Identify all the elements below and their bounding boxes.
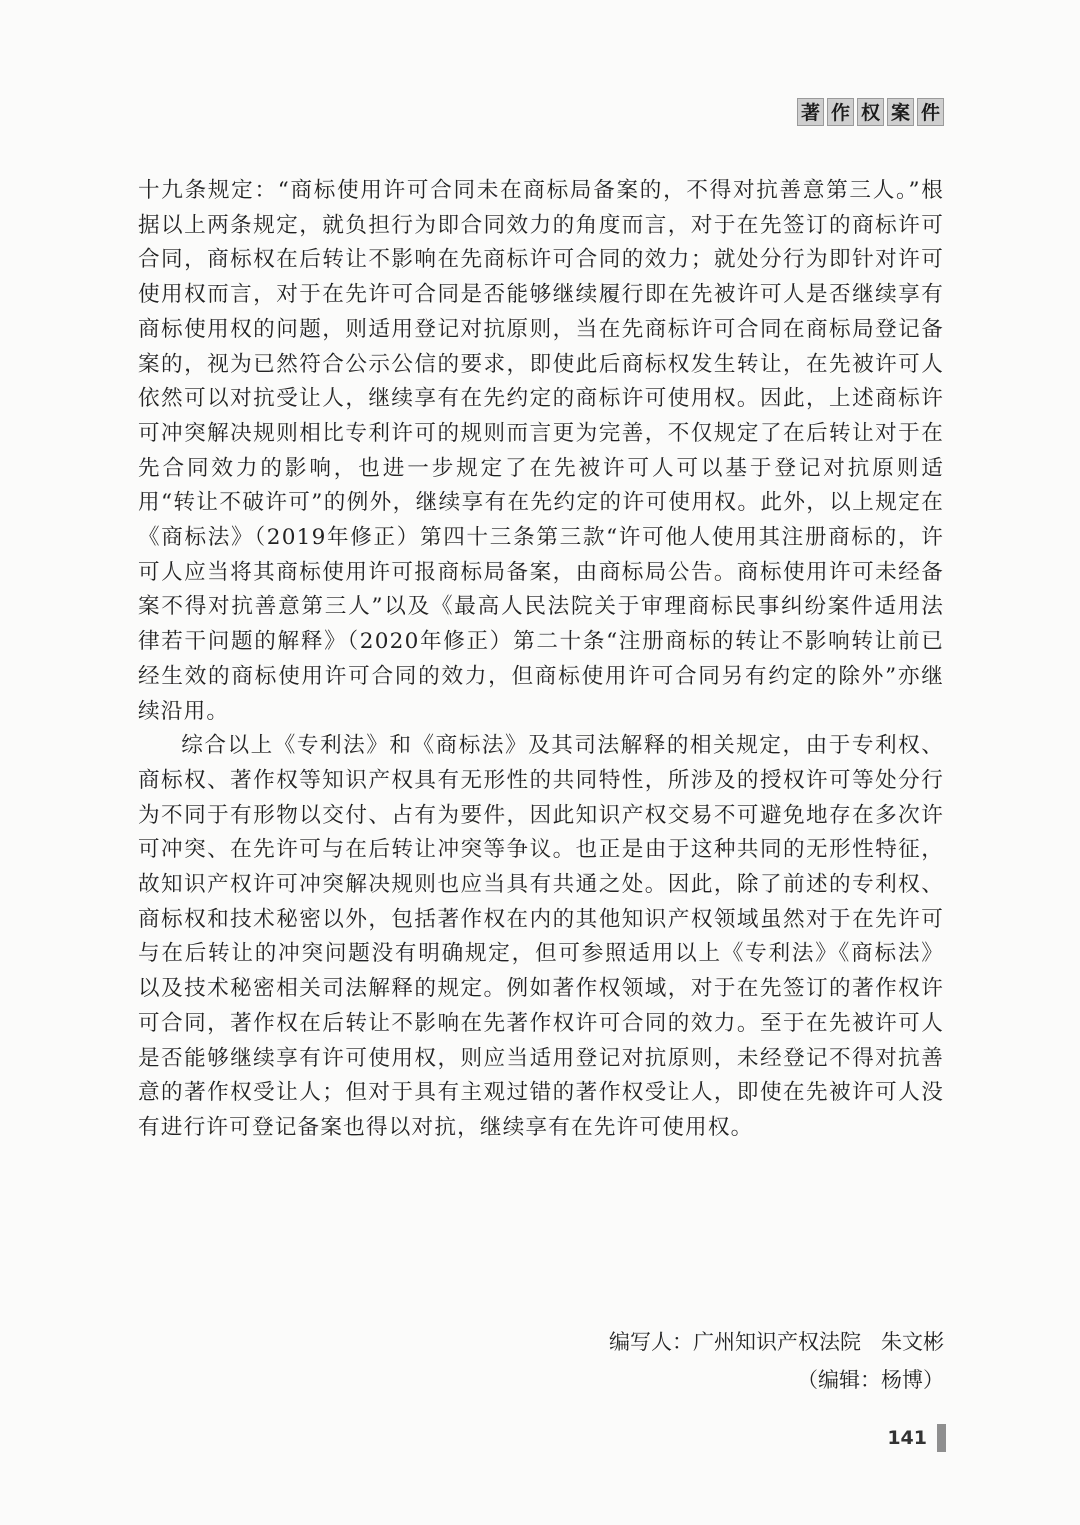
signature-block [609,1323,944,1399]
header-char: 案 [887,98,914,126]
header-char: 件 [917,98,944,126]
header-char: 作 [827,98,854,126]
section-header-tag [797,98,944,126]
page-marker-bar [937,1424,946,1452]
editor-line: （编辑：杨博） [797,1368,944,1392]
header-char: 权 [857,98,884,126]
page-footer [887,1424,946,1452]
header-char: 著 [797,98,824,126]
author-line: 编写人：广州知识产权法院 朱文彬 [608,1330,944,1354]
paragraph: 十九条规定：“商标使用许可合同未在商标局备案的，不得对抗善意第三人。”根据以上两条规定，就负担行为即合同效力的角度而言，对于在先签订的商标许可合同，商标权在后转让不影响在先商标许可合同的效力；就处分行为即针对许可使用权而言，对于在先许可合同是否能够继续履行即在先被许可人是否继续享有商标使用权的问题，则适用登记对抗原则，当在先商标许可合同在商标局登记备案的，视为已然符合公示公信的要求，即使此后商标权发生转让，在先被许可人依然可以对抗受让人，继续享有在先约定的商标许可使用权。因此，上述商标许可冲突解决规则相比专利许可的规则而言更为完善，不仅规定了在后转让对于在先合同效力的影响，也进一步规定了在先被许可人可以基于登记对抗原则适用“转让不破许可”的例外，继续享有在先约定的许可使用权。此外，以上规定在《商标法》（2019年修正）第四十三条第三款“许可他人使用其注册商标的，许可人应当将其商标使用许可报商标局备案，由商标局公告。商标使用许可未经备案不得对抗善意第三人”以及《最高人民法院关于审理商标民事纠纷案件适用法律若干问题的解释》（2020年修正）第二十条“注册商标的转让不影响转让前已经生效的商标使用许可合同的效力，但商标使用许可合同另有约定的除外”亦继续沿用。 [138,178,944,724]
body-text [138,174,944,1146]
page-number: 141 [887,1427,927,1449]
paragraph: 综合以上《专利法》和《商标法》及其司法解释的相关规定，由于专利权、商标权、著作权等知识产权具有无形性的共同特性，所涉及的授权许可等处分行为不同于有形物以交付、占有为要件，因此知识产权交易不可避免地存在多次许可冲突、在先许可与在后转让冲突等争议。也正是由于这种共同的无形性特征，故知识产权许可冲突解决规则也应当具有共通之处。因此，除了前述的专利权、商标权和技术秘密以外，包括著作权在内的其他知识产权领域虽然对于在先许可与在后转让的冲突问题没有明确规定，但可参照适用以上《专利法》《商标法》以及技术秘密相关司法解释的规定。例如著作权领域，对于在先签订的著作权许可合同，著作权在后转让不影响在先著作权许可合同的效力。至于在先被许可人是否能够继续享有许可使用权，则应当适用登记对抗原则，未经登记不得对抗善意的著作权受让人；但对于具有主观过错的著作权受让人，即使在先被许可人没有进行许可登记备案也得以对抗，继续享有在先许可使用权。 [138,733,944,1140]
